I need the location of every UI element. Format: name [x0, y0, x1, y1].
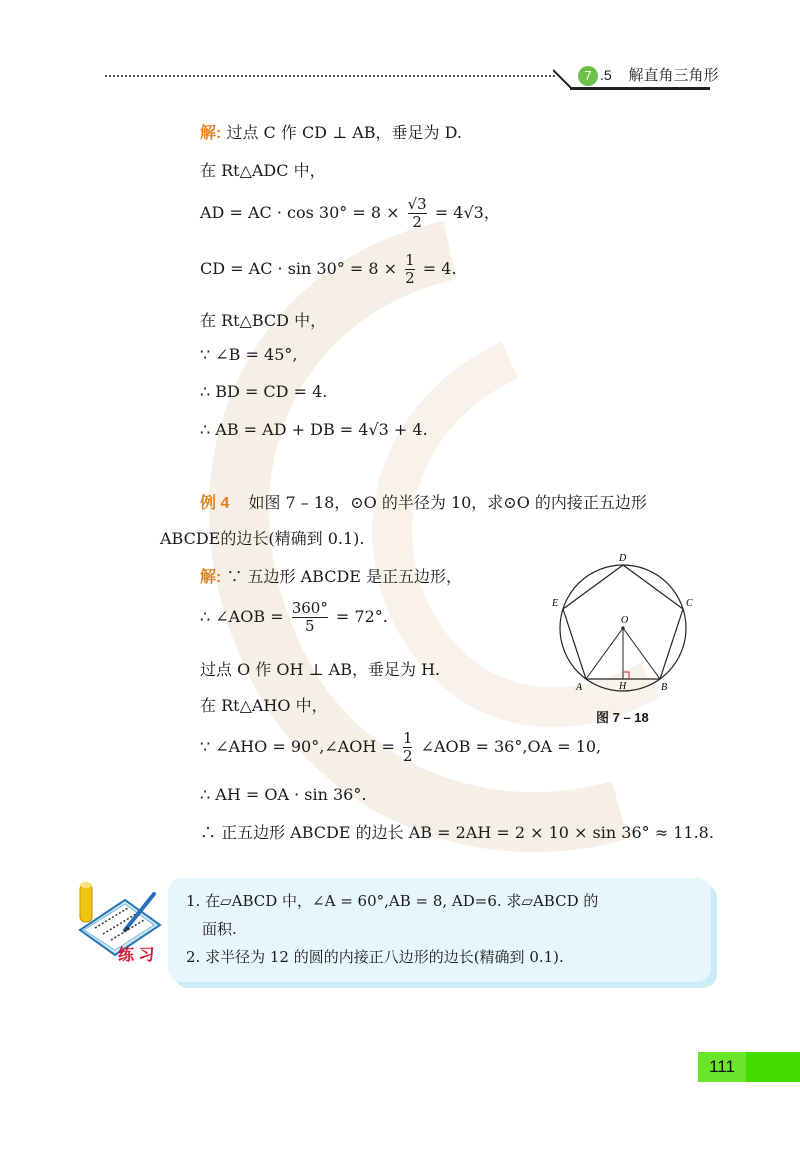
solution-line-1 [200, 120, 462, 143]
example-4-line-1 [200, 490, 647, 513]
aoh-fraction-numerator: 1 [402, 729, 413, 747]
cd-fraction-numerator: 1 [405, 251, 415, 269]
aob-fraction-denominator: 5 [292, 617, 328, 635]
ad-rhs: = 4√3， [434, 203, 500, 222]
example-solution-text-1: ∵ 五边形 ABCDE 是正五边形， [226, 567, 463, 586]
aob-rhs: = 72°. [335, 607, 388, 626]
example-solution-line-4: 在 Rt△AHO 中， [200, 696, 328, 715]
solution-label: 解: [200, 125, 222, 142]
label-d: D [619, 553, 627, 564]
right-angle-mark [623, 672, 629, 679]
solution-cd-equation [200, 252, 457, 287]
practice-item-1-line-2: 面积. [202, 920, 237, 938]
aoh-lhs: ∵ ∠AHO = 90°,∠AOH = [200, 737, 395, 756]
center-dot [621, 626, 624, 629]
angle-aoh-equation [200, 730, 601, 765]
solution-line-8: ∴ AB = AD + DB = 4√3 + 4. [200, 420, 428, 439]
figure-7-18-pentagon [548, 548, 708, 708]
solution-ad-equation [200, 196, 500, 231]
figure-caption: 图 7 – 18 [596, 710, 649, 725]
example-text-1: 如图 7 – 18，⊙O 的半径为 10，求⊙O 的内接正五边形 [248, 493, 647, 512]
page-number: 111 [698, 1052, 746, 1082]
ad-lhs: AD = AC · cos 30° = 8 × [200, 203, 400, 222]
angle-aob-equation [200, 600, 388, 635]
solution-line-5: 在 Rt△BCD 中， [200, 311, 327, 330]
aob-fraction [292, 600, 328, 635]
example-solution-line-7: ∴ 正五边形 ABCDE 的边长 AB = 2AH = 2 × 10 × sin 36° ≈ 11.8. [200, 823, 714, 842]
ad-fraction-denominator: 2 [408, 213, 427, 231]
practice-item-1-line-1: 1. 在▱ABCD 中，∠A = 60°,AB = 8, AD=6. 求▱ABCD 的 [186, 892, 599, 910]
ad-fraction [408, 196, 427, 231]
cd-fraction [405, 252, 415, 287]
solution-text-1: 过点 C 作 CD ⊥ AB，垂足为 D. [226, 123, 462, 142]
aoh-rhs: ∠AOB = 36°,OA = 10, [420, 737, 602, 756]
label-a: A [576, 682, 583, 693]
running-header [0, 60, 800, 100]
example-solution-line-3: 过点 O 作 OH ⊥ AB，垂足为 H. [200, 660, 441, 679]
aob-fraction-numerator: 360° [291, 599, 328, 617]
cd-lhs: CD = AC · sin 30° = 8 × [200, 259, 398, 278]
example-solution-line-6: ∴ AH = OA · sin 36°. [200, 785, 367, 804]
aob-lhs: ∴ ∠AOB = [200, 607, 284, 626]
example-label: 例 4 [200, 495, 230, 512]
solution-line-7: ∴ BD = CD = 4. [200, 382, 328, 401]
header-slant-rule [553, 68, 573, 88]
practice-label: 练 习 [118, 947, 155, 964]
header-thick-rule [570, 87, 710, 90]
solution-line-2: 在 Rt△ADC 中， [200, 161, 326, 180]
practice-box [168, 878, 711, 982]
cd-rhs: = 4. [422, 259, 457, 278]
segment-oa [586, 628, 623, 679]
segment-ob [623, 628, 660, 679]
aoh-fraction [403, 730, 413, 765]
label-o: O [621, 615, 629, 626]
ad-fraction-numerator: √3 [407, 195, 427, 213]
label-h: H [619, 681, 627, 692]
section-title: 解直角三角形 [628, 67, 719, 84]
practice-item-2: 2. 求半径为 12 的圆的内接正八边形的边长(精确到 0.1). [186, 948, 564, 966]
label-e: E [552, 598, 559, 609]
section-number-badge: 7 [578, 66, 598, 86]
label-b: B [661, 682, 668, 693]
aoh-fraction-denominator: 2 [402, 747, 413, 765]
section-number-rest: .5 [600, 67, 612, 83]
cd-fraction-denominator: 2 [405, 269, 415, 287]
section-heading [578, 64, 718, 86]
example-4-line-2: ABCDE的边长(精确到 0.1). [160, 529, 365, 548]
label-c: C [686, 598, 693, 609]
example-solution-label: 解: [200, 569, 222, 586]
solution-line-6: ∵ ∠B = 45°, [200, 345, 298, 364]
header-dotted-rule [105, 75, 555, 77]
example-solution-line-1 [200, 564, 462, 587]
